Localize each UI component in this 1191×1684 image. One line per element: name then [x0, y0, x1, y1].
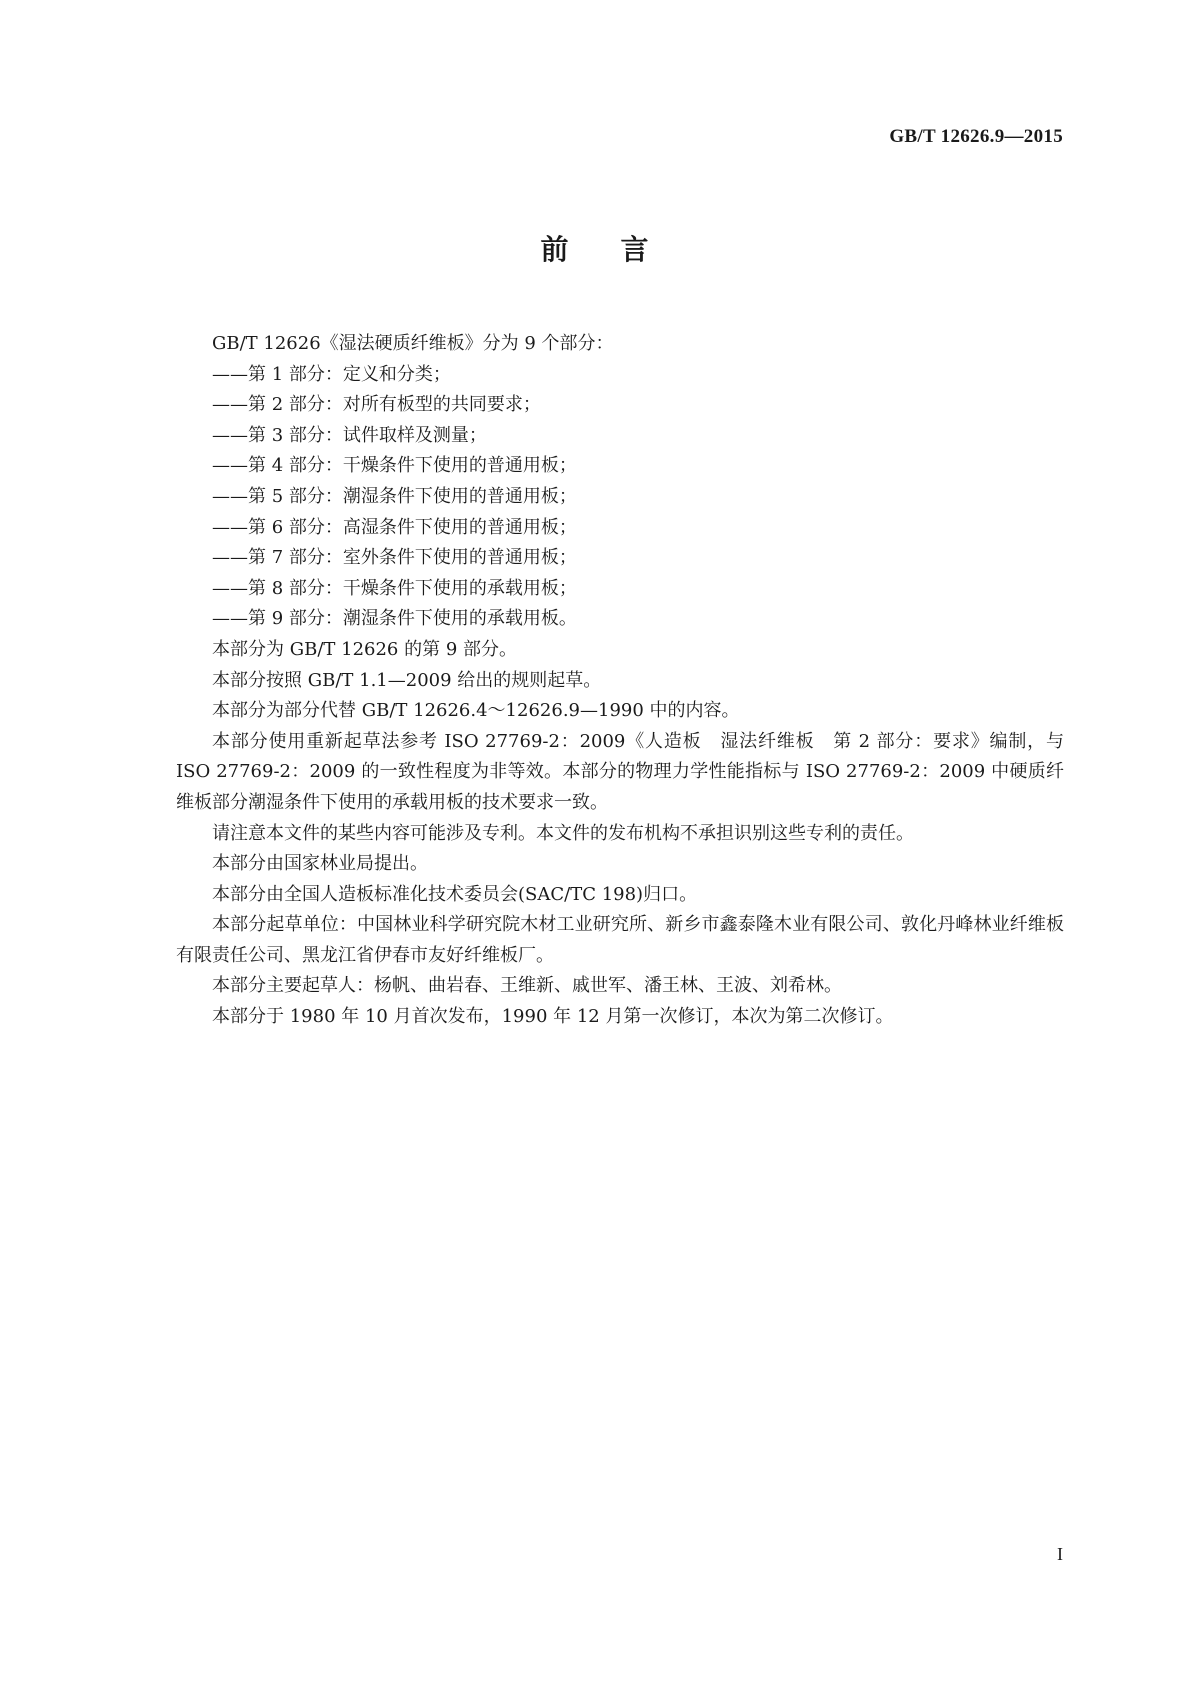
standard-code: GB/T 12626.9—2015 [889, 126, 1063, 147]
paragraph-drafting-rules: 本部分按照 GB/T 1.1—2009 给出的规则起草。 [212, 669, 602, 691]
paragraph-replacement: 本部分为部分代替 GB/T 12626.4～12626.9—1990 中的内容。 [212, 700, 740, 722]
paragraph-committee: 本部分由全国人造板标准化技术委员会(SAC/TC 198)归口。 [212, 883, 698, 905]
paragraph-history: 本部分于 1980 年 10 月首次发布，1990 年 12 月第一次修订，本次为第二次修订。 [212, 1006, 894, 1028]
parts-list [176, 360, 1064, 635]
page-title [0, 228, 1191, 268]
page-number: I [1057, 1544, 1063, 1564]
paragraph-part-number: 本部分为 GB/T 12626 的第 9 部分。 [212, 638, 517, 660]
list-item: ——第 2 部分：对所有板型的共同要求； [212, 394, 541, 416]
list-item: ——第 1 部分：定义和分类； [212, 363, 451, 385]
paragraph-proposer: 本部分由国家林业局提出。 [212, 853, 428, 875]
list-item: ——第 7 部分：室外条件下使用的普通用板； [212, 547, 577, 569]
paragraph-drafters: 本部分主要起草人：杨帆、曲岩春、王维新、戚世军、潘王林、王波、刘希林。 [212, 975, 842, 997]
paragraph-patent-notice: 请注意本文件的某些内容可能涉及专利。本文件的发布机构不承担识别这些专利的责任。 [212, 822, 914, 844]
list-item: ——第 9 部分：潮湿条件下使用的承载用板。 [212, 608, 577, 630]
paragraph-iso-reference: 本部分使用重新起草法参考 ISO 27769-2：2009《人造板 湿法纤维板 第 2 部分：要求》编制，与 ISO 27769-2：2009 的一致性程度为非等效。本部分的物理力学性能指标与 ISO 27769-2：2009 中硬质纤维板部分潮湿条件下使用的承载用板的技术要求一致。 [176, 730, 1064, 813]
title-char-2: 言 [620, 233, 651, 266]
list-item: ——第 8 部分：干燥条件下使用的承载用板； [212, 577, 577, 599]
list-item: ——第 4 部分：干燥条件下使用的普通用板； [212, 455, 577, 477]
title-char-1: 前 [540, 233, 571, 266]
list-item: ——第 3 部分：试件取样及测量； [212, 424, 487, 446]
foreword-body [176, 329, 1064, 1033]
list-item: ——第 6 部分：高湿条件下使用的普通用板； [212, 516, 577, 538]
paragraph-drafting-units: 本部分起草单位：中国林业科学研究院木材工业研究所、新乡市鑫泰隆木业有限公司、敦化丹峰林业纤维板有限责任公司、黑龙江省伊春市友好纤维板厂。 [176, 914, 1064, 966]
list-item: ——第 5 部分：潮湿条件下使用的普通用板； [212, 485, 577, 507]
intro-paragraph: GB/T 12626《湿法硬质纤维板》分为 9 个部分： [212, 333, 614, 354]
